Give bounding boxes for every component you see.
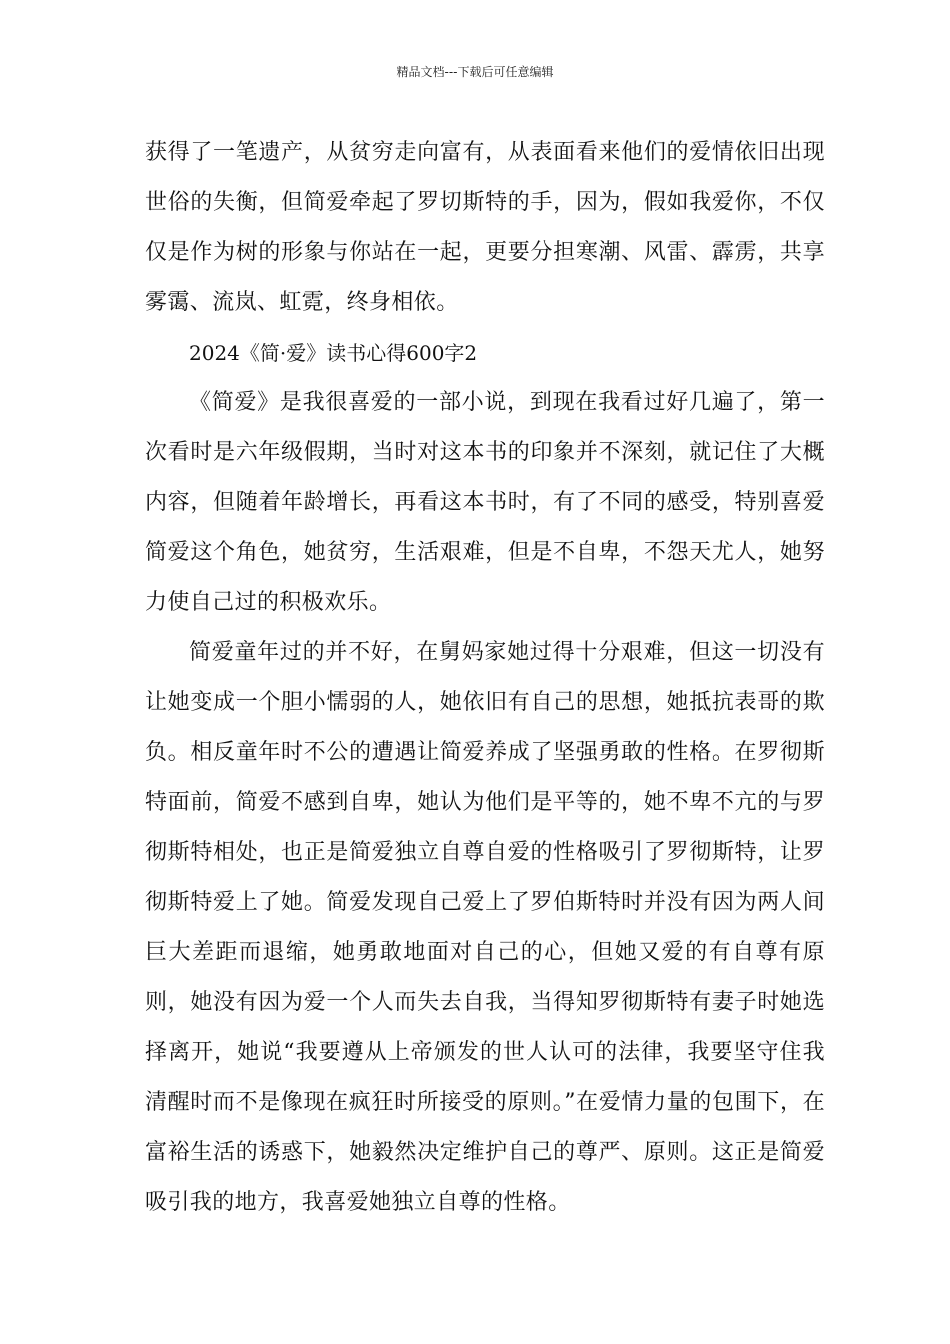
paragraph-main: 简爱童年过的并不好，在舅妈家她过得十分艰难，但这一切没有让她变成一个胆小懦弱的人，她依旧有自己的思想，她抵抗表哥的欺负。相反童年时不公的遭遇让简爱养成了坚强勇敢的性格。在罗彻斯特面前，简爱不感到自卑，她认为他们是平等的，她不卑不亢的与罗彻斯特相处，也正是简爱独立自尊自爱的性格吸引了罗彻斯特，让罗彻斯特爱上了她。简爱发现自己爱上了罗伯斯特时并没有因为两人间巨大差距而退缩，她勇敢地面对自己的心，但她又爱的有自尊有原则，她没有因为爱一个人而失去自我，当得知罗彻斯特有妻子时她选择离开，她说“我要遵从上帝颁发的世人认可的法律，我要坚守住我清醒时而不是像现在疯狂时所接受的原则。”在爱情力量的包围下，在富裕生活的诱惑下，她毅然决定维护自己的尊严、原则。这正是简爱吸引我的地方，我喜爱她独立自尊的性格。 bbox=[145, 640, 825, 1215]
paragraph-continuation: 获得了一笔遗产，从贫穷走向富有，从表面看来他们的爱情依旧出现世俗的失衡，但简爱牵起了罗切斯特的手，因为，假如我爱你，不仅仅是作为树的形象与你站在一起，更要分担寒潮、风雷、霹雳，共享雾霭、流岚、虹霓，终身相依。 bbox=[145, 140, 825, 315]
section-heading: 2024《简·爱》读书心得600字2 bbox=[189, 341, 478, 365]
page-header: 精品文档---下载后可任意编辑 bbox=[396, 65, 554, 79]
paragraph-intro: 《简爱》是我很喜爱的一部小说，到现在我看过好几遍了，第一次看时是六年级假期，当时对这本书的印象并不深刻，就记住了大概内容，但随着年龄增长，再看这本书时，有了不同的感受，特别喜爱简爱这个角色，她贫穷，生活艰难，但是不自卑，不怨天尤人，她努力使自己过的积极欢乐。 bbox=[145, 390, 825, 615]
document-body bbox=[145, 128, 825, 1228]
